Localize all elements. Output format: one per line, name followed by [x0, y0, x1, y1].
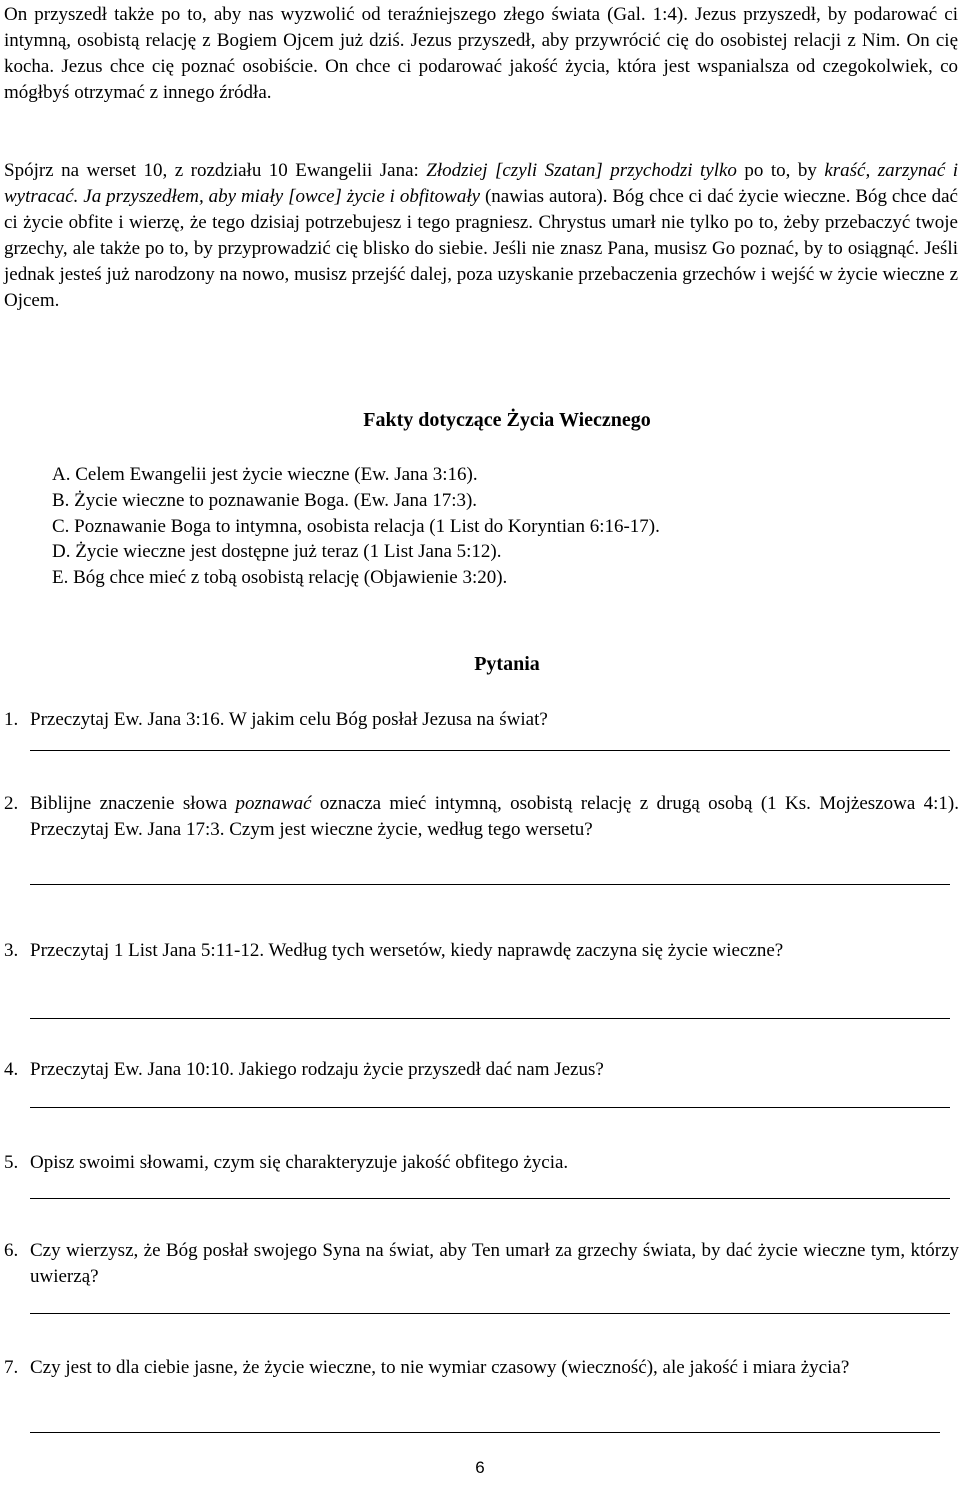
question-number: 7.	[4, 1357, 19, 1378]
fact-item: B. Życie wieczne to poznawanie Boga. (Ew. Jana 17:3).	[52, 489, 478, 511]
answer-line[interactable]	[30, 1018, 950, 1019]
facts-list	[52, 462, 932, 591]
paragraph-2-text: po to, by	[736, 160, 825, 181]
fact-item: C. Poznawanie Boga to intymna, osobista relacja (1 List do Koryntian 6:16-17).	[52, 515, 660, 537]
facts-heading: Fakty dotyczące Życia Wiecznego	[363, 409, 651, 431]
question-text-part: Biblijne znaczenie słowa	[30, 793, 236, 814]
fact-item: D. Życie wieczne jest dostępne już teraz (1 List Jana 5:12).	[52, 541, 502, 563]
fact-item: E. Bóg chce mieć z tobą osobistą relację (Objawienie 3:20).	[52, 567, 508, 589]
question-text: Przeczytaj 1 List Jana 5:11-12. Według tych wersetów, kiedy naprawdę zaczyna się życie wieczne?	[30, 940, 784, 961]
answer-line[interactable]	[30, 1107, 950, 1108]
question-text: Czy jest to dla ciebie jasne, że życie wieczne, to nie wymiar czasowy (wieczność), ale jakość i miara życia?	[30, 1357, 850, 1378]
question-text: Opisz swoimi słowami, czym się charakteryzuje jakość obfitego życia.	[30, 1152, 569, 1173]
scripture-quote: kraść, zarzynać i wytracać. Ja przyszedłem, aby miały [owce] życie i obfitowały	[4, 160, 958, 207]
answer-line[interactable]	[30, 1313, 950, 1314]
intro-paragraph-1: On przyszedł także po to, aby nas wyzwolić od teraźniejszego złego świata (Gal. 1:4). Jezus przyszedł, by podarować ci intymną, osobistą relację z Bogiem Ojcem już dziś. Jezus przyszedł, aby przywrócić cię do osobistej relacji z Nim. On cię kocha. Jezus chce cię poznać osobiście. On chce ci podarować jakość życia, która jest wspanialsza od czegokolwiek, co mógłbyś otrzymać z innego źródła.	[4, 4, 958, 103]
emphasized-word: poznawać	[235, 793, 312, 814]
question-text: Przeczytaj Ew. Jana 3:16. W jakim celu Bóg posłał Jezusa na świat?	[30, 709, 548, 730]
paragraph-2-text: (nawias autora). Bóg chce ci dać życie wieczne. Bóg chce dać ci życie obfite i wierzę, że tego dzisiaj potrzebujesz i tego pragniesz. Chrystus umarł nie tylko po to, żeby przebaczyć twoje grzechy, ale także po to, by przyprowadzić cię blisko do siebie. Jeśli nie znasz Pana, musisz Go poznać, by to osiągnąć. Jeśli jednak jesteś już narodzony na nowo, musisz przejść dalej, poza uzyskanie przebaczenia grzechów i wejść w życie wieczne z Ojcem.	[4, 185, 958, 311]
intro-paragraph-2	[4, 158, 958, 313]
question-text: Czy wierzysz, że Bóg posłał swojego Syna na świat, aby Ten umarł za grzechy świata, by dać życie wieczne tym, którzy uwierzą?	[30, 1240, 959, 1287]
answer-line[interactable]	[30, 1198, 950, 1199]
questions-heading: Pytania	[474, 653, 540, 675]
page-number: 6	[475, 1458, 485, 1477]
question-text-part: oznacza mieć intymną, osobistą relację z drugą osobą (1 Ks. Mojżeszowa 4:1). Przeczytaj Ew. Jana 17:3. Czym jest wieczne życie, według tego wersetu?	[30, 793, 959, 840]
answer-line[interactable]	[30, 1432, 940, 1433]
question-number: 2.	[4, 793, 19, 814]
question-text: Przeczytaj Ew. Jana 10:10. Jakiego rodzaju życie przyszedł dać nam Jezus?	[30, 1059, 604, 1080]
answer-line[interactable]	[30, 884, 950, 885]
fact-item: A. Celem Ewangelii jest życie wieczne (Ew. Jana 3:16).	[52, 464, 478, 485]
question-number: 1.	[4, 709, 19, 730]
question-text	[30, 791, 959, 843]
question-number: 5.	[4, 1152, 19, 1173]
answer-line[interactable]	[30, 750, 950, 751]
question-number: 4.	[4, 1059, 19, 1080]
question-number: 3.	[4, 940, 19, 961]
question-number: 6.	[4, 1240, 19, 1261]
scripture-quote: Złodziej [czyli Szatan] przychodzi tylko	[426, 160, 737, 181]
paragraph-2-text: Spójrz na werset 10, z rozdziału 10 Ewangelii Jana:	[4, 160, 427, 181]
